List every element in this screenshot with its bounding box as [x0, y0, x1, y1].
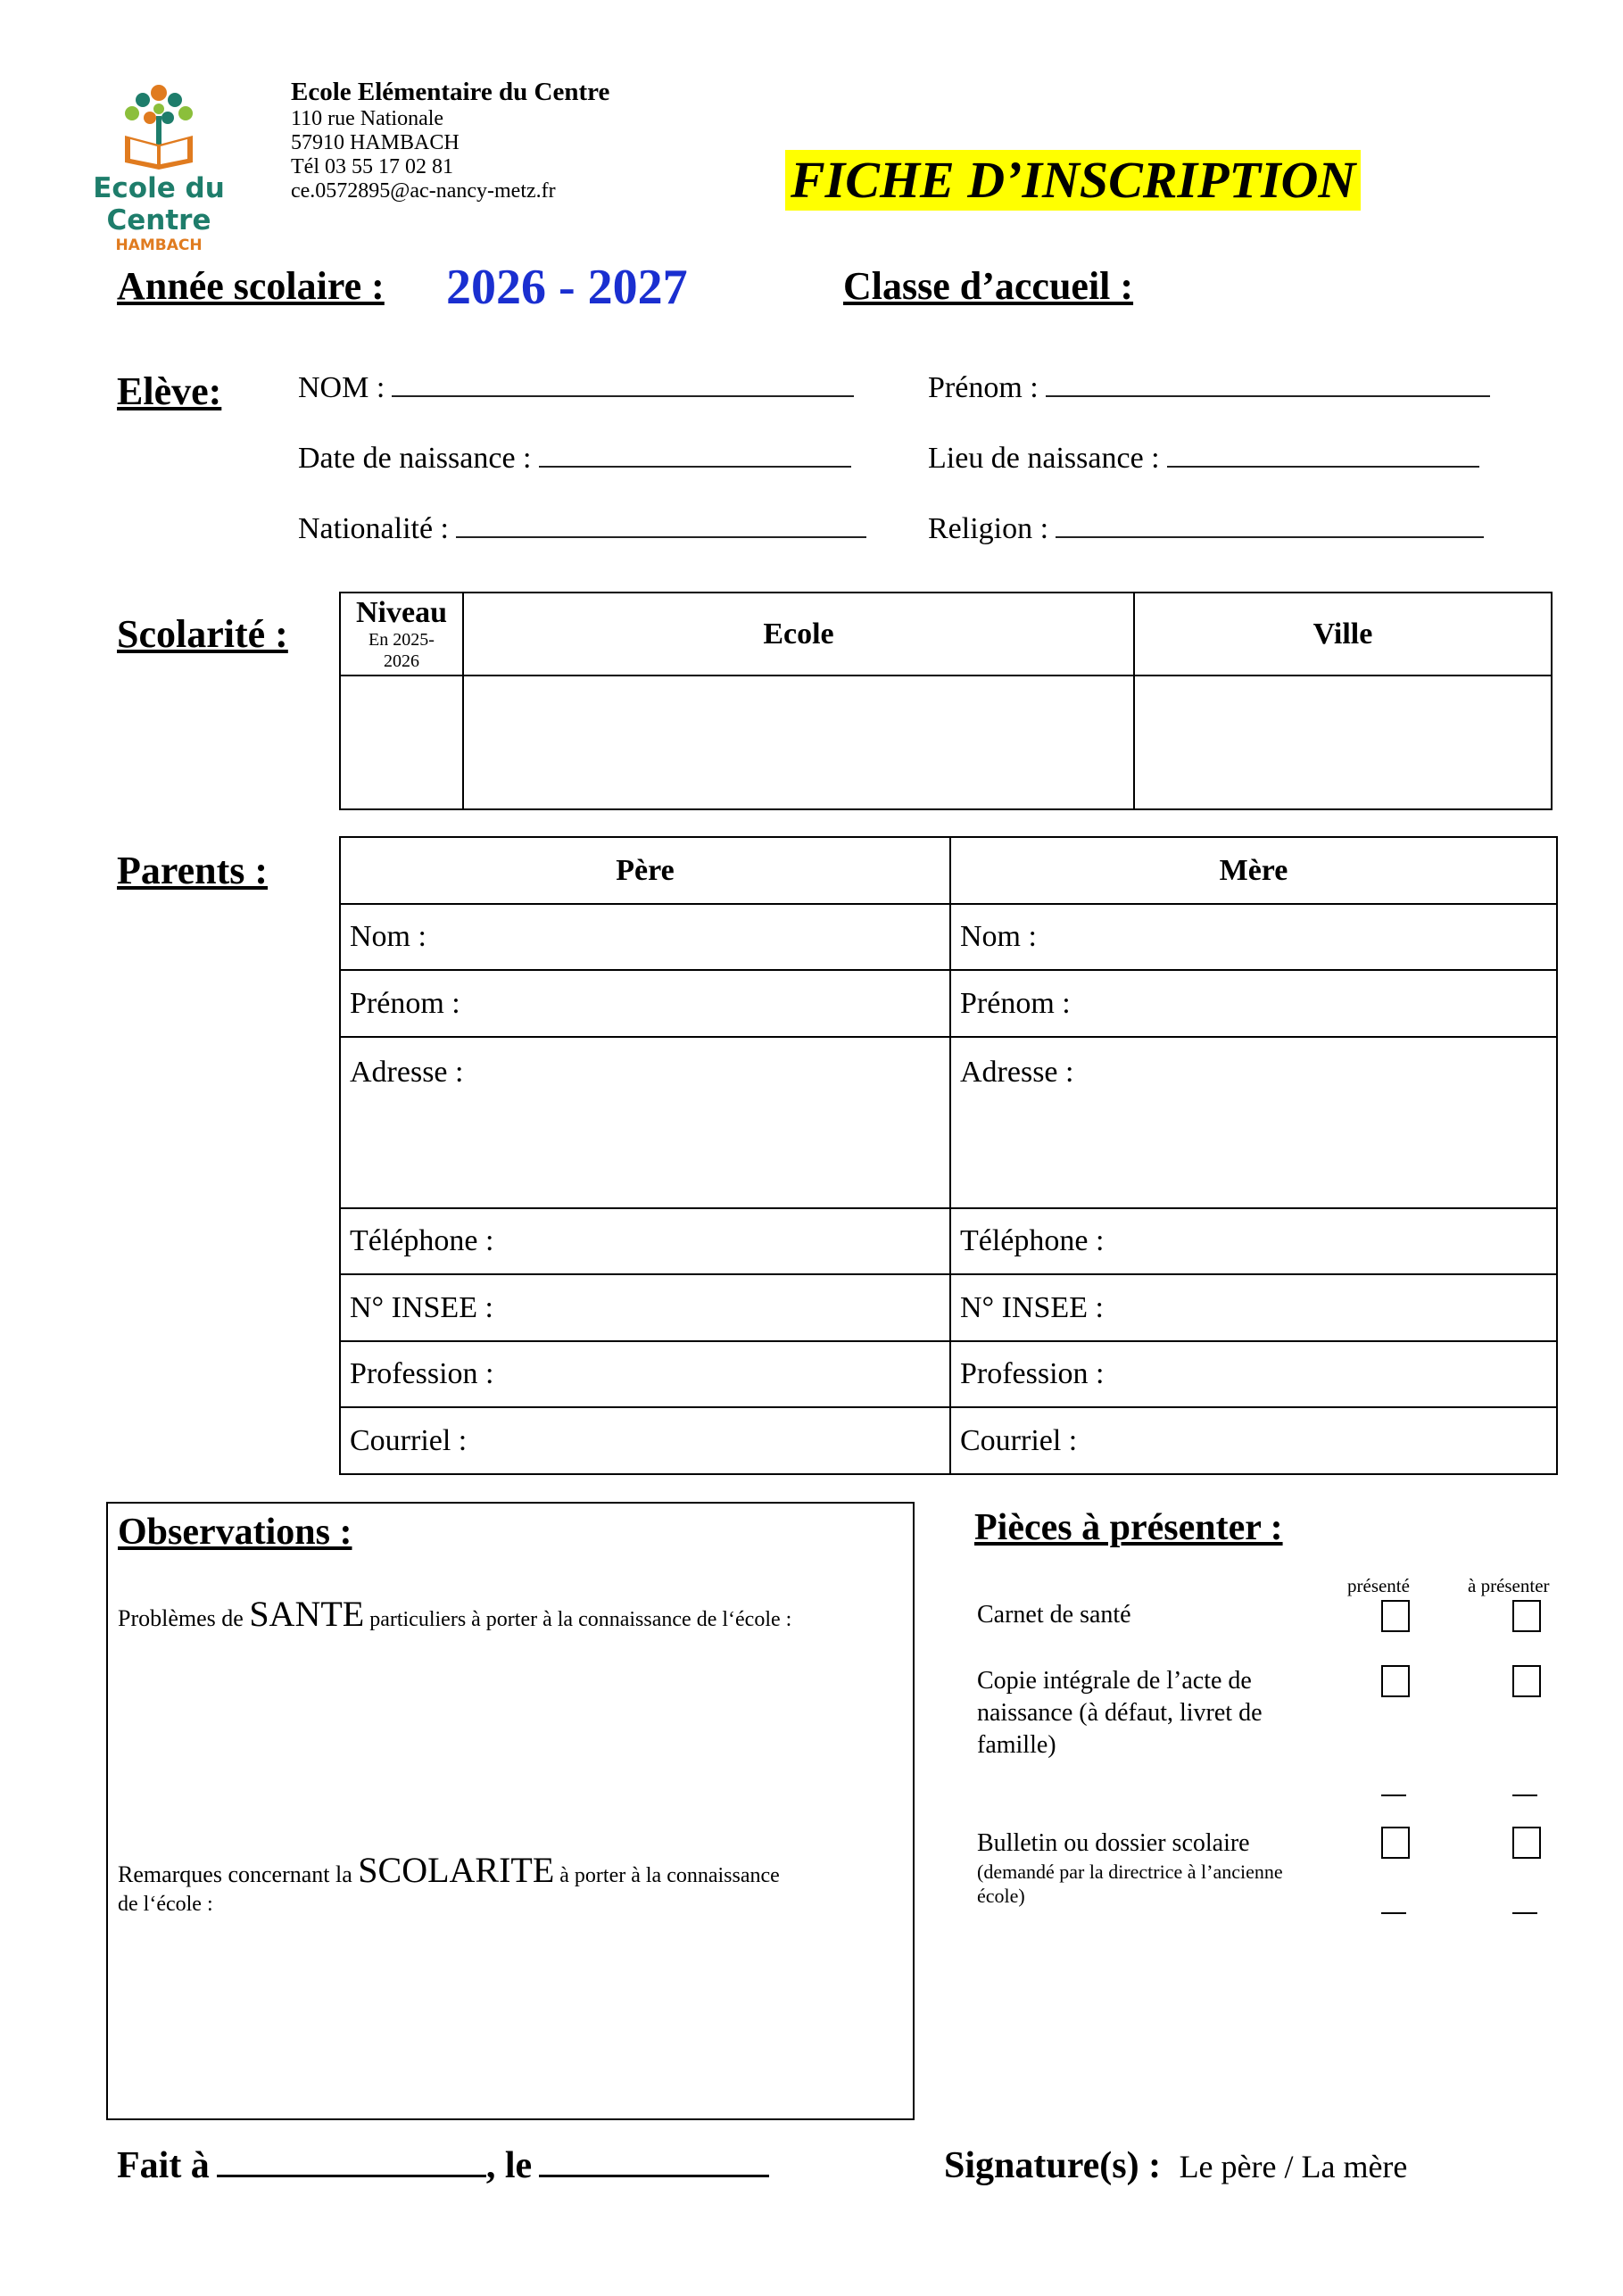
eleve-nationalite-label: Nationalité : [298, 512, 450, 545]
eleve-prenom-label: Prénom : [928, 371, 1039, 404]
scolarite-col-ville: Ville [1134, 593, 1552, 676]
mere-profession-cell[interactable]: Profession : [950, 1341, 1557, 1407]
pere-nom-cell[interactable]: Nom : [340, 904, 950, 970]
scolarite-col-niveau [340, 593, 463, 676]
piece-acte-naissance-label [977, 1665, 1263, 1761]
pere-prenom-cell[interactable]: Prénom : [340, 970, 950, 1037]
mere-adresse-cell[interactable]: Adresse : [950, 1037, 1557, 1208]
eleve-nom-label: NOM : [298, 371, 385, 404]
piece-bulletin-a-presenter-checkbox[interactable] [1512, 1827, 1541, 1859]
piece-bulletin-presente-checkbox[interactable] [1381, 1827, 1410, 1859]
piece-bulletin-sub2: école) [977, 1885, 1025, 1907]
piece-acte-line3: famille) [977, 1731, 1056, 1759]
parents-col-mere: Mère [950, 837, 1557, 904]
sante-keyword: SANTE [249, 1594, 365, 1634]
scolarite-ecole-cell[interactable] [463, 676, 1134, 809]
eleve-lieu-naissance-label: Lieu de naissance : [928, 442, 1160, 475]
dash-mark [1512, 1912, 1537, 1914]
school-address-line1: 110 rue Nationale [291, 107, 444, 130]
scolarite-niveau-sub1: En 2025- [368, 629, 435, 650]
piece-acte-naissance-presente-checkbox[interactable] [1381, 1665, 1410, 1697]
scolarite-niveau-cell[interactable] [340, 676, 463, 809]
eleve-prenom-field[interactable] [928, 371, 1490, 405]
scolarite-table [339, 592, 1553, 810]
piece-bulletin-sub1: (demandé par la directrice à l’ancienne [977, 1861, 1283, 1883]
pere-profession-cell[interactable]: Profession : [340, 1341, 950, 1407]
eleve-date-naissance-label: Date de naissance : [298, 442, 532, 475]
piece-acte-line1: Copie intégrale de l’acte de [977, 1667, 1252, 1695]
scol-post-text: à porter à la connaissance [554, 1864, 780, 1887]
scol-keyword: SCOLARITE [358, 1850, 555, 1890]
year-value: 2026 - 2027 [446, 260, 688, 315]
eleve-label: Elève: [117, 369, 222, 413]
logo-name: Ecole du Centre [93, 172, 225, 236]
scolarite-niveau-label: Niveau [356, 595, 447, 629]
sante-pre-text: Problèmes de [118, 1605, 250, 1631]
school-logo [43, 73, 275, 254]
school-name: Ecole Elémentaire du Centre [291, 78, 610, 106]
eleve-nationalite-field[interactable] [298, 512, 866, 546]
observations-sante-text [118, 1593, 791, 1635]
pieces-col-a-presenter: à présenter [1468, 1575, 1550, 1596]
scolarite-col-ecole: Ecole [463, 593, 1134, 676]
school-address-line2: 57910 HAMBACH [291, 131, 460, 154]
parents-col-pere: Père [340, 837, 950, 904]
scolarite-ville-cell[interactable] [1134, 676, 1552, 809]
eleve-religion-field[interactable] [928, 512, 1484, 546]
pere-insee-cell[interactable]: N° INSEE : [340, 1274, 950, 1341]
page-title: FICHE D’INSCRIPTION [785, 150, 1361, 211]
eleve-date-naissance-field[interactable] [298, 442, 851, 476]
piece-bulletin-line1: Bulletin ou dossier scolaire [977, 1829, 1250, 1857]
eleve-religion-label: Religion : [928, 512, 1049, 545]
mere-courriel-cell[interactable]: Courriel : [950, 1407, 1557, 1474]
school-email: ce.0572895@ac-nancy-metz.fr [291, 179, 556, 203]
pieces-title: Pièces à présenter : [974, 1507, 1283, 1548]
pere-adresse-cell[interactable]: Adresse : [340, 1037, 950, 1208]
pieces-col-presente: présenté [1347, 1575, 1410, 1596]
signers-text: Le père / La mère [1179, 2149, 1408, 2184]
parents-label: Parents : [117, 849, 269, 892]
dash-mark [1512, 1795, 1537, 1796]
piece-carnet-sante-a-presenter-checkbox[interactable] [1512, 1600, 1541, 1632]
eleve-lieu-naissance-field[interactable] [928, 442, 1479, 476]
pere-courriel-cell[interactable]: Courriel : [340, 1407, 950, 1474]
fait-a-label: Fait à [117, 2145, 210, 2186]
school-info [291, 77, 609, 203]
scolarite-label: Scolarité : [117, 612, 288, 656]
scol-pre-text: Remarques concernant la [118, 1861, 359, 1887]
piece-acte-line2: naissance (à défaut, livret de [977, 1699, 1263, 1727]
observations-title: Observations : [118, 1512, 352, 1553]
piece-acte-naissance-a-presenter-checkbox[interactable] [1512, 1665, 1541, 1697]
school-phone: Tél 03 55 17 02 81 [291, 155, 453, 178]
logo-sub: HAMBACH [115, 236, 203, 254]
piece-carnet-sante-label: Carnet de santé [977, 1601, 1131, 1629]
mere-telephone-cell[interactable]: Téléphone : [950, 1208, 1557, 1274]
piece-carnet-sante-presente-checkbox[interactable] [1381, 1600, 1410, 1632]
fait-a-field[interactable] [117, 2144, 769, 2187]
le-label: , le [485, 2145, 533, 2186]
dash-mark [1381, 1912, 1406, 1914]
mere-prenom-cell[interactable]: Prénom : [950, 970, 1557, 1037]
observations-scolarite-text [118, 1850, 780, 1919]
parents-table [339, 836, 1558, 1475]
eleve-nom-field[interactable] [298, 371, 854, 405]
mere-nom-cell[interactable]: Nom : [950, 904, 1557, 970]
scolarite-niveau-sub2: 2026 [384, 651, 419, 671]
sante-post-text: particuliers à porter à la connaissance de l‘école : [364, 1608, 792, 1631]
mere-insee-cell[interactable]: N° INSEE : [950, 1274, 1557, 1341]
year-label: Année scolaire : [117, 264, 385, 308]
class-label: Classe d’accueil : [843, 264, 1134, 308]
scol-line2-text: de l‘école : [118, 1893, 213, 1916]
signature-area[interactable] [944, 2144, 1407, 2187]
piece-bulletin-label [977, 1828, 1283, 1908]
dash-mark [1381, 1795, 1406, 1796]
observations-box[interactable] [106, 1502, 915, 2120]
tree-book-icon [43, 73, 275, 171]
signature-label: Signature(s) : [944, 2145, 1162, 2186]
pere-telephone-cell[interactable]: Téléphone : [340, 1208, 950, 1274]
